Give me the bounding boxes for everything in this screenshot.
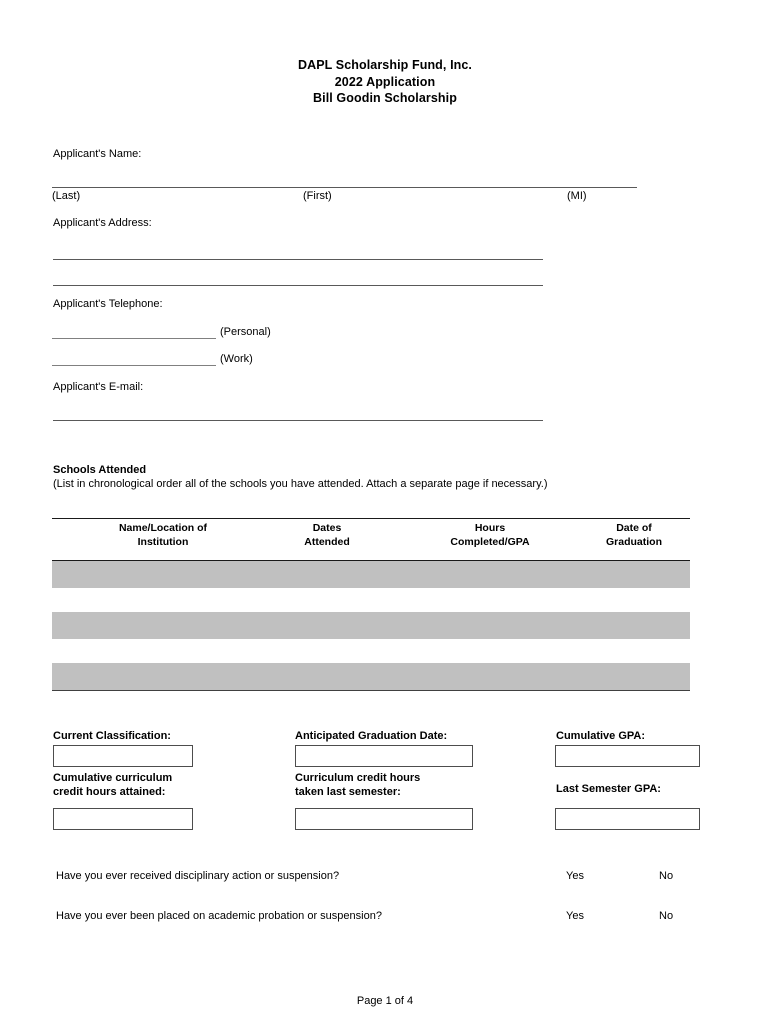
applicants-telephone-label: Applicant's Telephone:: [53, 298, 163, 310]
anticipated-graduation-date-label: Anticipated Graduation Date:: [295, 730, 448, 742]
page-footer: Page 1 of 4: [356, 995, 414, 1007]
credit-hours-last-semester-label-line2: taken last semester:: [295, 786, 401, 798]
cumulative-credit-hours-input[interactable]: [53, 808, 193, 830]
schools-table-top-rule: [52, 518, 690, 519]
schools-table-row[interactable]: [52, 612, 690, 639]
schools-header-graduation-line1: Date of: [616, 522, 652, 534]
cumulative-credit-hours-label-line1: Cumulative curriculum: [53, 772, 173, 784]
applicants-address-label: Applicant's Address:: [53, 217, 152, 229]
applicants-name-label: Applicant's Name:: [53, 148, 142, 160]
cumulative-credit-hours-label-line2: credit hours attained:: [53, 786, 166, 798]
title-line-organization: DAPL Scholarship Fund, Inc.: [297, 58, 472, 72]
phone-work-label: (Work): [220, 353, 253, 365]
last-semester-gpa-input[interactable]: [555, 808, 700, 830]
cumulative-gpa-label: Cumulative GPA:: [556, 730, 646, 742]
schools-table-header-dates: [258, 522, 396, 549]
phone-personal-label: (Personal): [220, 326, 271, 338]
name-part-last-label: (Last): [52, 190, 81, 202]
name-part-first-label: (First): [303, 190, 332, 202]
schools-table-header-institution: [52, 522, 274, 549]
credit-hours-last-semester-input[interactable]: [295, 808, 473, 830]
schools-header-institution-line2: Institution: [137, 535, 189, 548]
applicants-address-line-1[interactable]: [53, 259, 543, 260]
schools-header-dates-line2: Attended: [304, 535, 350, 548]
schools-header-hours-line2: Completed/GPA: [450, 535, 530, 548]
name-part-mi-label: (MI): [567, 190, 587, 202]
phone-personal-input-line[interactable]: [52, 338, 216, 339]
applicants-address-line-2[interactable]: [53, 285, 543, 286]
schools-table-row[interactable]: [52, 560, 690, 588]
schools-header-graduation-line2: Graduation: [605, 535, 662, 548]
question-academic-probation-no-option[interactable]: No: [659, 910, 674, 922]
schools-header-dates-line1: Dates: [312, 522, 342, 534]
question-disciplinary-action-text: Have you ever received disciplinary action or suspension?: [56, 870, 340, 882]
document-title: [0, 57, 770, 107]
cumulative-gpa-input[interactable]: [555, 745, 700, 767]
question-academic-probation-text: Have you ever been placed on academic probation or suspension?: [56, 910, 382, 922]
title-line-year: 2022 Application: [334, 74, 436, 89]
schools-header-institution-line1: Name/Location of: [118, 522, 208, 534]
schools-attended-heading: Schools Attended: [53, 464, 147, 476]
current-classification-label: Current Classification:: [53, 730, 171, 742]
schools-table-row[interactable]: [52, 663, 690, 691]
phone-work-input-line[interactable]: [52, 365, 216, 366]
schools-table-header-graduation: [578, 522, 690, 549]
question-disciplinary-action-no-option[interactable]: No: [659, 870, 674, 882]
question-disciplinary-action-yes-option[interactable]: Yes: [566, 870, 584, 882]
schools-header-hours-line1: Hours: [474, 522, 506, 534]
applicants-email-input-line[interactable]: [53, 420, 543, 421]
anticipated-graduation-date-input[interactable]: [295, 745, 473, 767]
question-academic-probation-yes-option[interactable]: Yes: [566, 910, 584, 922]
schools-attended-instructions: (List in chronological order all of the schools you have attended. Attach a separate page if necessary.): [53, 478, 548, 490]
credit-hours-last-semester-label-line1: Curriculum credit hours: [295, 772, 421, 784]
schools-table-header-hours-gpa: [412, 522, 568, 549]
title-line-scholarship: Bill Goodin Scholarship: [313, 91, 457, 105]
last-semester-gpa-label: Last Semester GPA:: [556, 783, 661, 795]
applicants-email-label: Applicant's E-mail:: [53, 381, 144, 393]
current-classification-input[interactable]: [53, 745, 193, 767]
applicants-name-input-line[interactable]: [52, 187, 637, 188]
